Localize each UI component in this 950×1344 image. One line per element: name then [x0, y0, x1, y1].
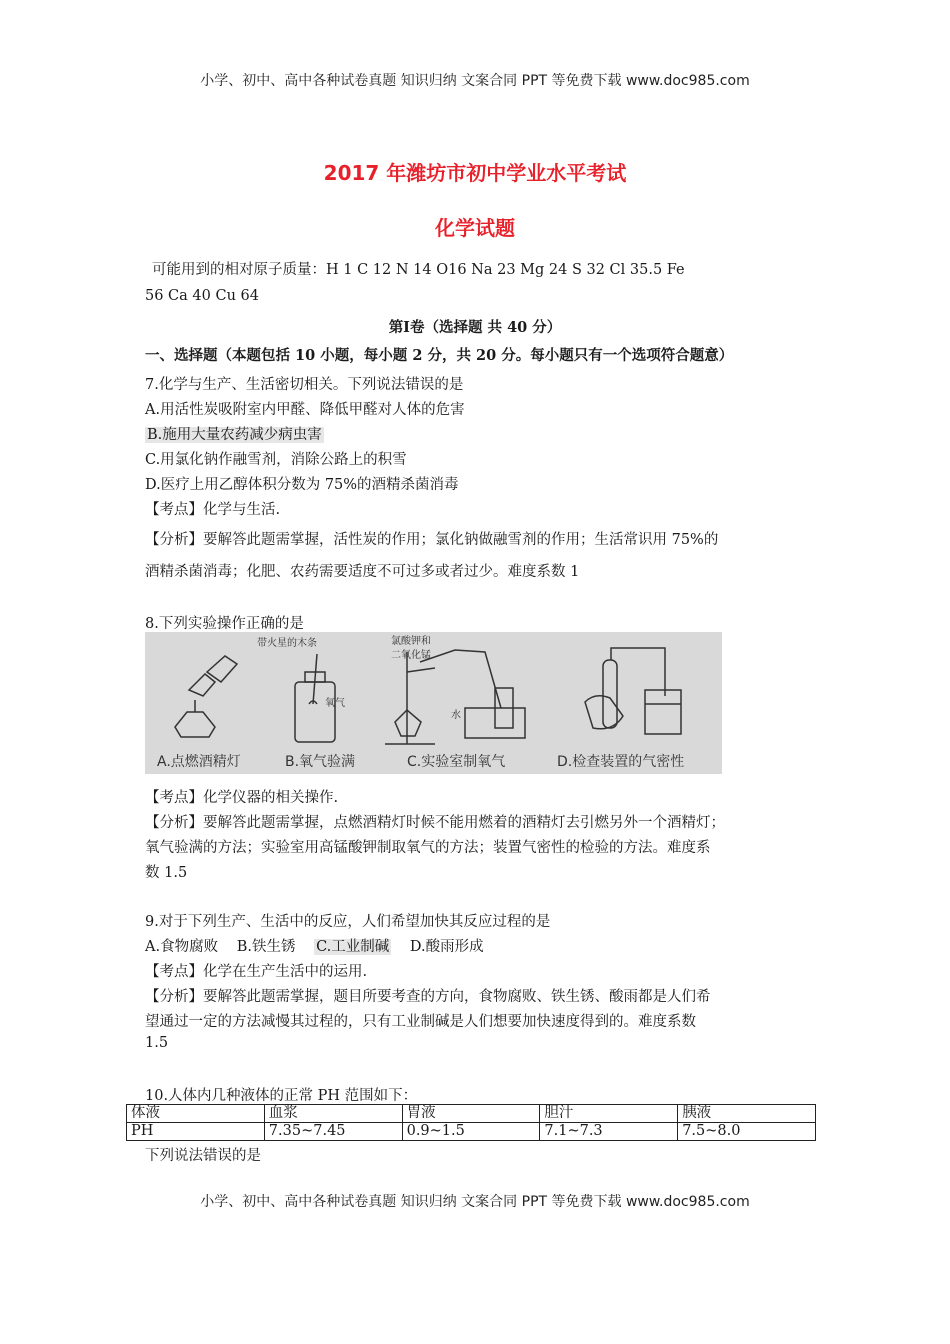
note-manganese-dioxide: 二氧化锰 — [391, 650, 431, 661]
q7-fenxi-line2: 酒精杀菌消毒；化肥、农药需要适度不可过多或者过少。难度系数 1 — [145, 564, 580, 580]
q9-option-b: B.铁生锈 — [236, 939, 296, 955]
ph-table-value-row — [127, 1123, 816, 1141]
q7-option-a: A.用活性炭吸附室内甲醛、降低甲醛对人体的危害 — [145, 402, 465, 418]
q9-option-a: A.食物腐败 — [145, 939, 219, 955]
oxygen-prep-drawing — [385, 650, 525, 744]
note-oxygen: 氧气 — [325, 698, 345, 709]
note-potassium-chlorate: 氯酸钾和 — [391, 636, 431, 647]
q9-kaodian: 【考点】化学在生产生活中的运用. — [145, 964, 368, 980]
q10-stem: 10.人体内几种液体的正常 PH 范围如下： — [145, 1088, 418, 1104]
ph-value-cell: 7.1~7.3 — [540, 1123, 678, 1141]
exam-subtitle: 化学试题 — [435, 216, 515, 240]
label-c: C.实验室制氧气 — [407, 754, 506, 770]
q9-fenxi-line1: 【分析】要解答此题需掌握，题目所要考查的方向，食物腐败、铁生锈、酸雨都是人们希 — [145, 989, 711, 1005]
q7-option-b — [145, 423, 324, 444]
ph-table-header-row — [127, 1105, 816, 1123]
q7-stem: 7.化学与生产、生活密切相关。下列说法错误的是 — [145, 377, 464, 393]
part-title: 一、选择题（本题包括 10 小题，每小题 2 分，共 20 分。每小题只有一个选项符合题意） — [145, 347, 734, 364]
q7-option-b-text: B.施用大量农药减少病虫害 — [147, 427, 322, 443]
q7-option-d: D.医疗上用乙醇体积分数为 75%的酒精杀菌消毒 — [145, 477, 459, 493]
q8-experiment-figure — [145, 632, 722, 774]
ph-header-cell: 胰液 — [678, 1105, 816, 1123]
ph-header-cell: 血浆 — [264, 1105, 402, 1123]
ph-value-cell: PH — [127, 1123, 265, 1141]
alcohol-lamp-drawing — [175, 656, 237, 737]
page-header: 小学、初中、高中各种试卷真题 知识归纳 文案合同 PPT 等免费下载 www.doc985.com — [200, 73, 750, 89]
q7-fenxi-line1: 【分析】要解答此题需掌握，活性炭的作用；氯化钠做融雪剂的作用；生活常识用 75%的 — [145, 532, 719, 548]
exam-title: 2017 年潍坊市初中学业水平考试 — [323, 161, 627, 185]
q9-fenxi-line2: 望通过一定的方法减慢其过程的，只有工业制碱是人们想要加快速度得到的。难度系数 — [145, 1014, 696, 1030]
q7-option-c: C.用氯化钠作融雪剂，消除公路上的积雪 — [145, 452, 407, 468]
ph-value-cell: 7.35~7.45 — [264, 1123, 402, 1141]
page-footer: 小学、初中、高中各种试卷真题 知识归纳 文案合同 PPT 等免费下载 www.doc985.com — [200, 1194, 750, 1210]
q8-fenxi-line2: 氧气验满的方法；实验室用高锰酸钾制取氧气的方法；装置气密性的检验的方法。难度系 — [145, 840, 711, 856]
q9-options — [145, 935, 484, 956]
q8-stem: 8.下列实验操作正确的是 — [145, 616, 304, 632]
q10-after: 下列说法错误的是 — [145, 1148, 261, 1164]
ph-table — [126, 1104, 816, 1141]
q9-fenxi-line3: 1.5 — [145, 1035, 169, 1051]
q8-fenxi-line1: 【分析】要解答此题需掌握，点燃酒精灯时候不能用燃着的酒精灯去引燃另外一个酒精灯； — [145, 815, 725, 831]
note-water: 水 — [451, 710, 461, 721]
ph-header-cell: 胃液 — [402, 1105, 540, 1123]
q9-option-d: D.酸雨形成 — [409, 939, 484, 955]
q8-fenxi-line3: 数 1.5 — [145, 865, 188, 881]
atomic-masses-line2: 56 Ca 40 Cu 64 — [145, 288, 259, 304]
label-d: D.检查装置的气密性 — [557, 754, 685, 770]
q9-stem: 9.对于下列生产、生活中的反应，人们希望加快其反应过程的是 — [145, 914, 551, 930]
section-title: 第Ⅰ卷（选择题 共 40 分） — [388, 319, 562, 336]
ph-header-cell: 胆汁 — [540, 1105, 678, 1123]
experiment-illustration — [145, 632, 722, 774]
atomic-masses-line1: 可能用到的相对原子质量：H 1 C 12 N 14 O16 Na 23 Mg 24 S 32 Cl 35.5 Fe — [152, 262, 685, 278]
label-a: A.点燃酒精灯 — [157, 754, 241, 770]
q7-kaodian: 【考点】化学与生活. — [145, 502, 281, 518]
ph-value-cell: 7.5~8.0 — [678, 1123, 816, 1141]
label-b: B.氧气验满 — [285, 754, 356, 770]
ph-header-cell: 体液 — [127, 1105, 265, 1123]
ph-value-cell: 0.9~1.5 — [402, 1123, 540, 1141]
note-glowing-splint: 带火星的木条 — [257, 638, 317, 649]
q9-option-c: C.工业制碱 — [316, 939, 390, 955]
q8-kaodian: 【考点】化学仪器的相关操作. — [145, 790, 339, 806]
airtightness-drawing — [585, 648, 681, 734]
